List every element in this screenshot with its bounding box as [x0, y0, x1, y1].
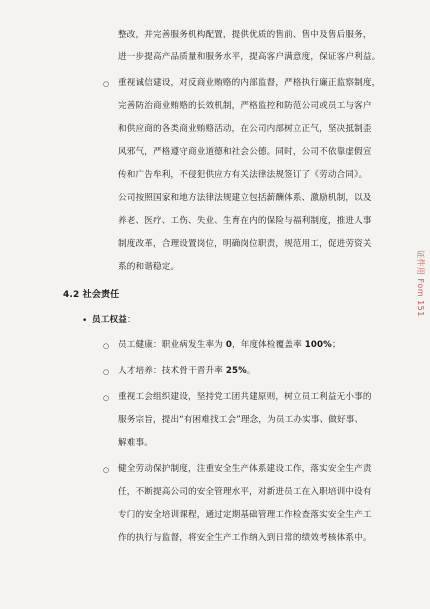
paragraph-line: 和供应商的各类商业贿赂活动，在公司内部树立正气，坚决抵制歪	[118, 124, 372, 134]
paragraph-line: 整改，并完善服务机构配置，提供优质的售前、售中及售后服务，	[118, 30, 372, 40]
paragraph-line: 养老、医疗、工伤、失业、生育在内的保险与福利制度，推进人事	[118, 216, 372, 226]
paragraph-line: 作的执行与监督，将安全生产工作纳入到日常的绩效考核体系中。	[118, 533, 372, 543]
paragraph-line: 解难事。	[118, 438, 153, 448]
paragraph-line: 重视诚信建设，对反商业贿赂的内部监督，严格执行廉正监察制度，	[118, 78, 381, 88]
section-heading: 4.2 社会责任	[63, 290, 120, 300]
paragraph-line: 重视工会组织建设，坚持党工团共建原则，树立员工利益无小事的	[118, 392, 372, 402]
paragraph-line: 系的和谐稳定。	[118, 262, 180, 272]
paragraph-line: 任，不断提高公司的安全管理水平，对新进员工在入职培训中设有	[118, 487, 372, 497]
paragraph-line: 进一步提高产品质量和服务水平，提高客户满意度，保证客户利益。	[118, 52, 381, 62]
talent-line: 人才培养：技术骨干晋升率 25%。	[118, 366, 256, 376]
health-line: 员工健康：职业病发生率为 0，年度体检覆盖率 100%；	[118, 340, 341, 350]
subsection-title: 员工权益：	[92, 315, 136, 325]
margin-annotation-text: 证件用 Fom 151	[416, 250, 425, 317]
bullet-icon: ○	[103, 466, 110, 474]
bullet-icon: ○	[103, 368, 110, 376]
paragraph-line: 专门的安全培训课程，通过定期基础管理工作检查落实安全生产工	[118, 510, 372, 520]
paragraph-line: 健全劳动保护制度，注重安全生产体系建设工作，落实安全生产责	[118, 464, 372, 474]
paragraph-line: 制度改革，合理设置岗位，明确岗位职责，规范用工，促进劳资关	[118, 239, 372, 249]
paragraph-line: 完善防治商业贿赂的长效机制，严格监控和防范公司或员工与客户	[118, 101, 372, 111]
bullet-dot-icon: •	[82, 316, 88, 326]
paragraph-line: 风邪气，严格遵守商业道德和社会公德。同时，公司不依靠虚假宣	[118, 147, 372, 157]
bullet-icon: ○	[103, 80, 110, 88]
paragraph-line: 传和广告牟利，不侵犯供应方有关法律法规签订了《劳动合同》。	[118, 170, 368, 180]
paragraph-line: 公司按照国家和地方法律法规建立包括薪酬体系、激励机制，以及	[118, 193, 372, 203]
bullet-icon: ○	[103, 342, 110, 350]
bullet-icon: ○	[103, 394, 110, 402]
margin-annotation	[416, 250, 426, 350]
paragraph-line: 服务宗旨，提出“有困难找工会”理念，为员工办实事、做好事、	[118, 415, 364, 425]
